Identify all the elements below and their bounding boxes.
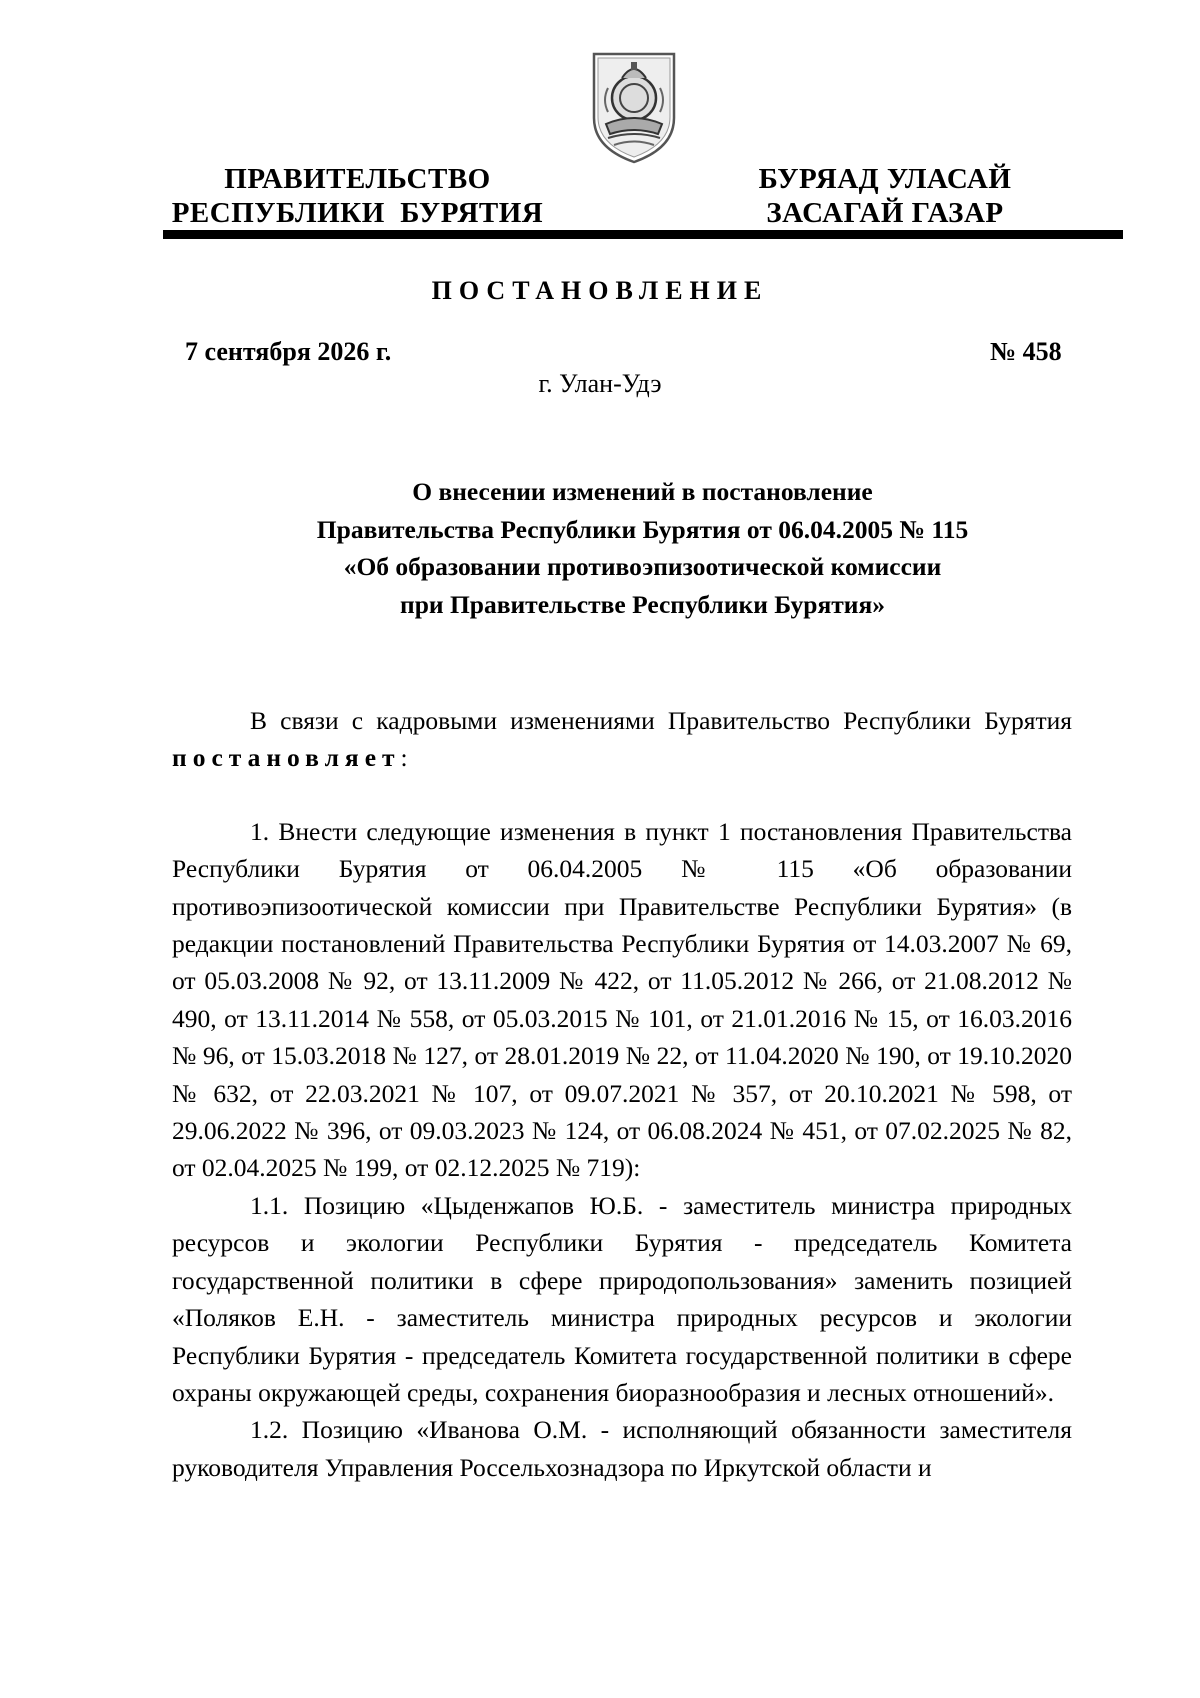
preamble-text: В связи с кадровыми изменениями Правительство Республики Бурятия [250,706,1072,735]
coat-of-arms-icon [588,48,680,166]
org-name-russian-line2: РЕСПУБЛИКИ БУРЯТИЯ [171,197,544,229]
document-body [172,702,1072,1486]
document-city: г. Улан-Удэ [538,369,662,398]
title-line-4: при Правительстве Республики Бурятия» [400,589,885,619]
preamble-verb: постановляет [172,743,401,773]
document-date: 7 сентября 2026 г. [185,337,392,366]
org-name-buryat [740,162,1030,230]
title-line-3: «Об образовании противоэпизоотической комиссии [343,552,942,581]
preamble-paragraph [172,702,1072,777]
document-title [160,473,1125,623]
org-name-russian-line1: ПРАВИТЕЛЬСТВО [224,163,491,195]
title-line-1: О внесении изменений в постановление [412,477,873,506]
clause-1: 1. Внести следующие изменения в пункт 1 постановления Правительства Республики Бурятия от 06.04.2005 № 115 «Об образовании противоэпизоотической комиссии при Правительстве Республики Бурятия» (в редакции постановлений Правительства Республики Бурятия от 14.03.2007 № 69, от 05.03.2008 № 92, от 13.11.2009 № 422, от 11.05.2012 № 266, от 21.08.2012 № 490, от 13.11.2014 № 558, от 05.03.2015 № 101, от 21.01.2016 № 15, от 16.03.2016 № 96, от 15.03.2018 № 127, от 28.01.2019 № 22, от 11.04.2020 № 190, от 19.10.2020 № 632, от 22.03.2021 № 107, от 09.07.2021 № 357, от 20.10.2021 № 598, от 29.06.2022 № 396, от 09.03.2023 № 124, от 06.08.2024 № 451, от 07.02.2025 № 82, от 02.04.2025 № 199, от 02.12.2025 № 719): [172,816,1072,1183]
document-type: ПОСТАНОВЛЕНИЕ [431,276,769,305]
clause-1-2: 1.2. Позицию «Иванова О.М. - исполняющий обязанности заместителя руководителя Управления Россельхознадзора по Иркутской области и [172,1415,1072,1482]
org-name-buryat-line1: БУРЯАД УЛАСАЙ [758,163,1012,195]
title-line-2: Правительства Республики Бурятия от 06.04.2005 № 115 [316,514,969,544]
org-name-buryat-line2: ЗАСАГАЙ ГАЗАР [766,197,1004,229]
org-name-russian [160,162,555,230]
clause-1-1: 1.1. Позицию «Цыденжапов Ю.Б. - заместитель министра природных ресурсов и экологии Республики Бурятия - председатель Комитета государственной политики в сфере природопользования» заменить позицией «Поляков Е.Н. - заместитель министра природных ресурсов и экологии Республики Бурятия - председатель Комитета государственной политики в сфере охраны окружающей среды, сохранения биоразнообразия и лесных отношений». [172,1190,1072,1407]
document-number: № 458 [990,337,1062,366]
header-divider [163,230,1123,239]
preamble-end: : [400,743,408,773]
